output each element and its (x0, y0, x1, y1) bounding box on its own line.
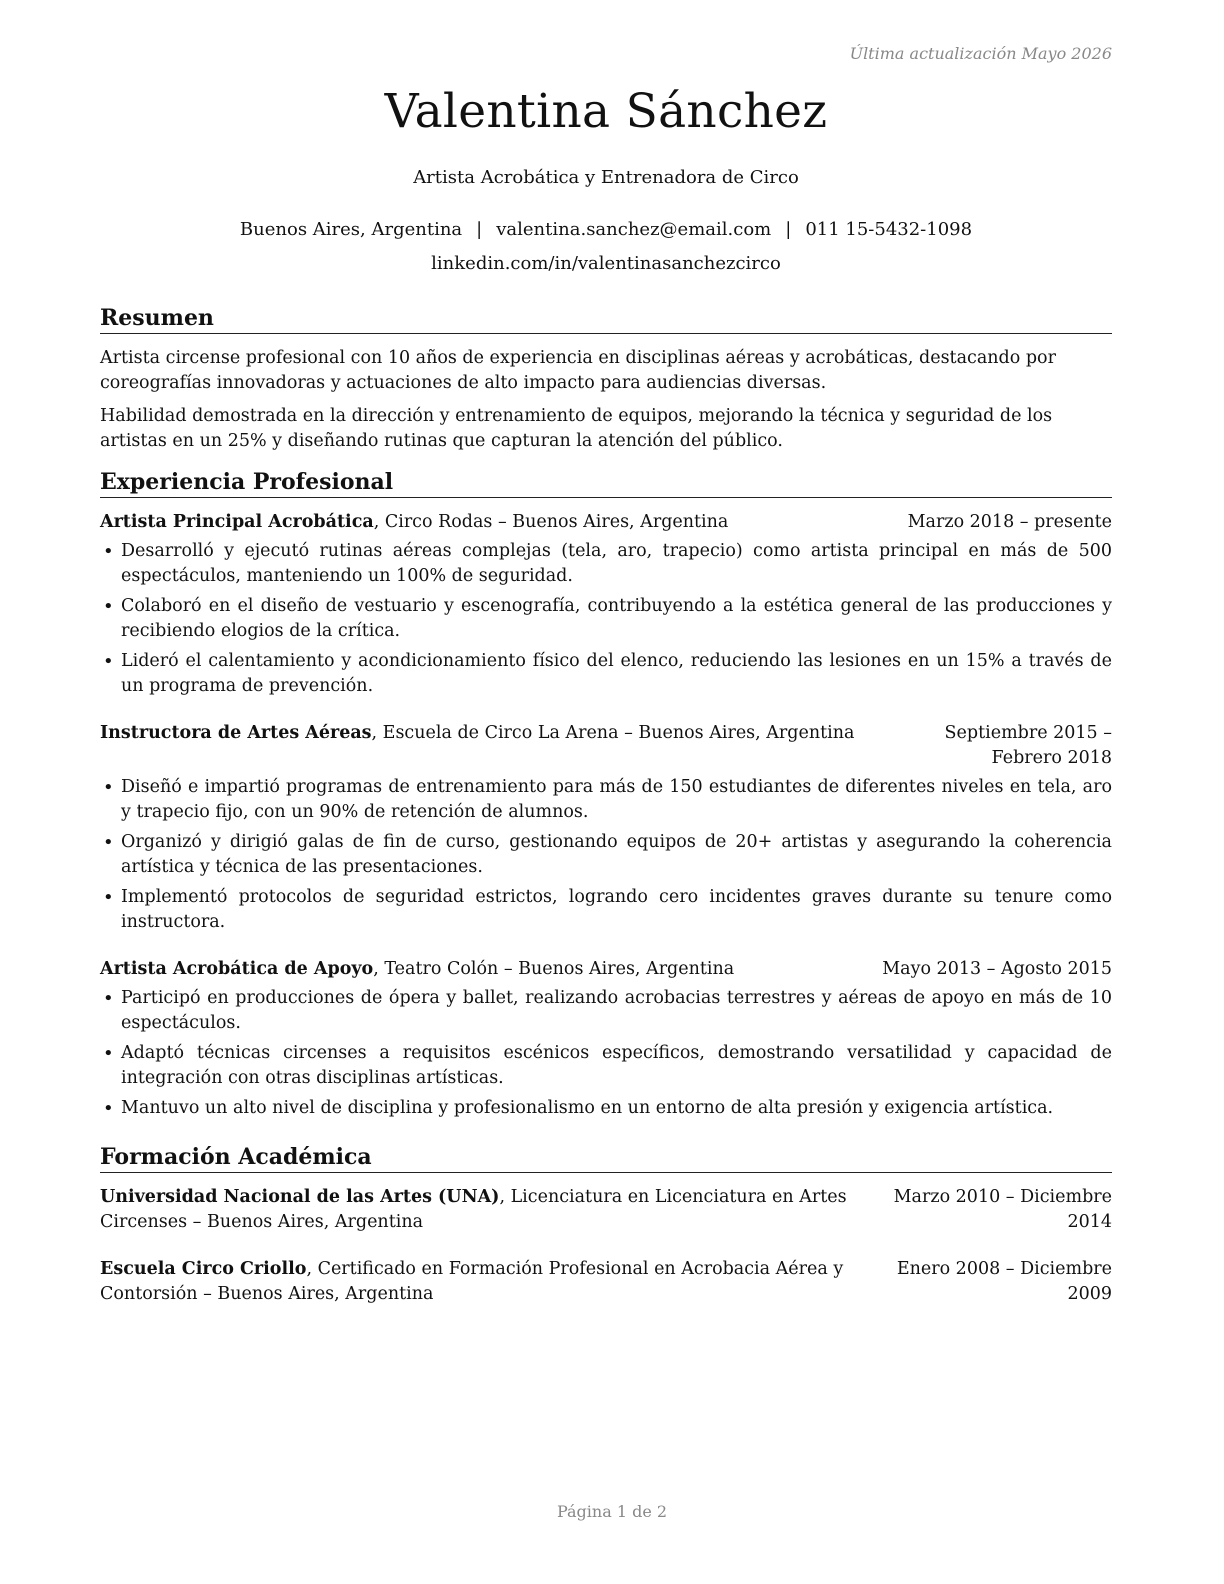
education-section (100, 1143, 1112, 1307)
contact-line (100, 219, 1112, 240)
list-item: • Diseñó e impartió programas de entrenamiento para más de 150 estudiantes de diferentes niveles en tela, aro y trapecio fijo, con un 90% de retención de alumnos. (100, 775, 1112, 825)
list-item: • Participó en producciones de ópera y ballet, realizando acrobacias terrestres y aéreas de apoyo en más de 10 espectáculos. (100, 986, 1112, 1036)
contact-phone: 011 15-5432-1098 (805, 219, 973, 240)
job-bullets (100, 775, 1112, 935)
education-detail: , Certificado en Formación Profesional en Acrobacia Aérea y Contorsión – Buenos Aires, Argentina (100, 1259, 844, 1304)
list-item: • Colaboró en el diseño de vestuario y escenografía, contribuyendo a la estética general de las producciones y recibiendo elogios de la crítica. (100, 594, 1112, 644)
job-entry (100, 510, 1112, 699)
section-heading: Formación Académica (100, 1143, 1112, 1173)
job-entry (100, 721, 1112, 935)
contact-separator: | (785, 219, 792, 240)
job-dates: Marzo 2018 – presente (907, 512, 1112, 532)
education-detail: , Licenciatura en Licenciatura en Artes Circenses – Buenos Aires, Argentina (100, 1187, 847, 1232)
job-header (100, 957, 1112, 982)
job-place: , Escuela de Circo La Arena – Buenos Aires, Argentina (371, 723, 855, 743)
experience-section (100, 468, 1112, 1121)
education-header (100, 1185, 1112, 1235)
job-place: , Circo Rodas – Buenos Aires, Argentina (373, 512, 729, 532)
section-heading: Resumen (100, 304, 1112, 334)
section-heading: Experiencia Profesional (100, 468, 1112, 498)
job-role: Instructora de Artes Aéreas (100, 723, 372, 743)
job-bullets (100, 986, 1112, 1121)
job-bullets (100, 539, 1112, 699)
education-entry (100, 1257, 1112, 1307)
job-dates: Septiembre 2015 – Febrero 2018 (944, 723, 1112, 768)
contact-separator: | (476, 219, 483, 240)
job-role: Artista Acrobática de Apoyo (100, 959, 374, 979)
list-item: • Adaptó técnicas circenses a requisitos escénicos específicos, demostrando versatilidad y capacidad de integración con otras disciplinas artísticas. (100, 1041, 1112, 1091)
contact-location: Buenos Aires, Argentina (239, 219, 463, 240)
page-number: Página 1 de 2 (556, 1502, 668, 1521)
job-header (100, 721, 1112, 771)
list-item: • Organizó y dirigió galas de fin de curso, gestionando equipos de 20+ artistas y asegurando la coherencia artística y técnica de las presentaciones. (100, 830, 1112, 880)
education-entry (100, 1185, 1112, 1235)
job-header (100, 510, 1112, 535)
list-item: • Desarrolló y ejecutó rutinas aéreas complejas (tela, aro, trapecio) como artista principal en más de 500 espectáculos, manteniendo un 100% de seguridad. (100, 539, 1112, 589)
education-header (100, 1257, 1112, 1307)
candidate-title: Artista Acrobática y Entrenadora de Circo (413, 167, 799, 188)
education-dates: Enero 2008 – Diciembre 2009 (896, 1259, 1112, 1304)
list-item: • Implementó protocolos de seguridad estrictos, logrando cero incidentes graves durante su tenure como instructora. (100, 885, 1112, 935)
job-entry (100, 957, 1112, 1121)
summary-section (100, 304, 1112, 454)
list-item: • Lideró el calentamiento y acondicionamiento físico del elenco, reduciendo las lesiones en un 15% a través de un programa de prevención. (100, 649, 1112, 699)
education-dates: Marzo 2010 – Diciembre 2014 (893, 1187, 1112, 1232)
education-school: Escuela Circo Criollo (100, 1259, 307, 1279)
job-place: , Teatro Colón – Buenos Aires, Argentina (373, 959, 735, 979)
summary-paragraph: Habilidad demostrada en la dirección y entrenamiento de equipos, mejorando la técnica y seguridad de los artistas en un 25% y diseñando rutinas que capturan la atención del público. (100, 406, 1053, 451)
list-item: • Mantuvo un alto nivel de disciplina y profesionalismo en un entorno de alta presión y exigencia artística. (100, 1096, 1112, 1121)
contact-email[interactable]: valentina.sanchez@email.com (496, 219, 772, 240)
contact-linkedin[interactable]: linkedin.com/in/valentinasanchezcirco (431, 253, 781, 274)
education-school: Universidad Nacional de las Artes (UNA) (100, 1187, 500, 1207)
resume-content (100, 304, 1112, 1329)
candidate-name: Valentina Sánchez (384, 84, 828, 139)
job-dates: Mayo 2013 – Agosto 2015 (882, 959, 1112, 979)
job-role: Artista Principal Acrobática (100, 512, 374, 532)
last-updated: Última actualización Mayo 2026 (849, 44, 1112, 63)
summary-paragraph: Artista circense profesional con 10 años de experiencia en disciplinas aéreas y acrobáticas, destacando por coreografías innovadoras y actuaciones de alto impacto para audiencias diversas. (100, 348, 1056, 393)
